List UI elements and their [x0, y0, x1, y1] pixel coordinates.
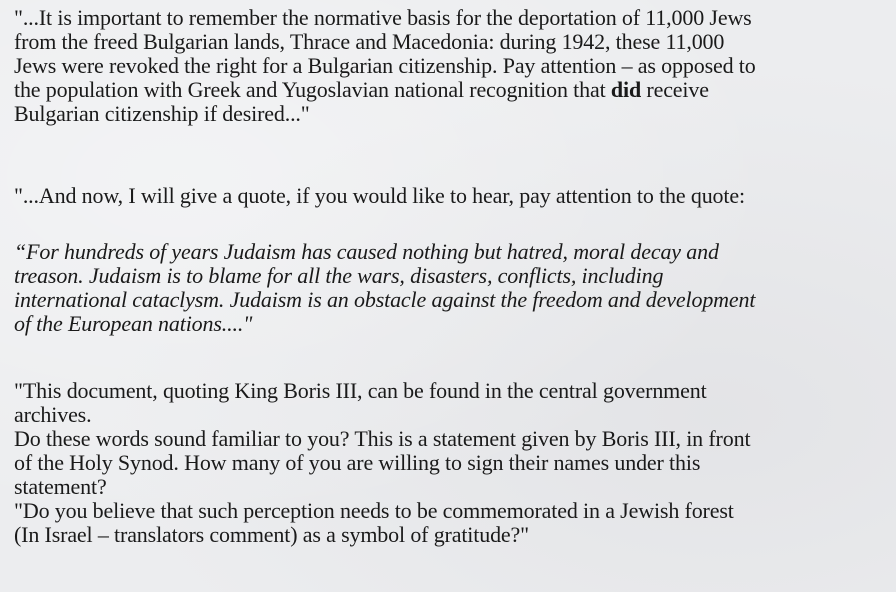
text-line: archives. [14, 402, 92, 427]
text-line: from the freed Bulgarian lands, Thrace and Macedonia: during 1942, these 11,000 [14, 29, 725, 54]
quote-line: treason. Judaism is to blame for all the wars, disasters, conflicts, including [14, 263, 664, 288]
quote-line: international cataclysm. Judaism is an obstacle against the freedom and development [14, 287, 756, 312]
text-line: "Do you believe that such perception needs to be commemorated in a Jewish forest [14, 498, 734, 523]
text-segment: the population with Greek and Yugoslavian national recognition that [14, 77, 611, 102]
text-segment: receive [641, 77, 709, 102]
paragraph-quote-intro [14, 184, 745, 208]
text-line: "...And now, I will give a quote, if you would like to hear, pay attention to the quote: [14, 183, 745, 208]
emphasis-bold: did [610, 77, 642, 102]
text-line: Do these words sound familiar to you? This is a statement given by Boris III, in front [14, 426, 751, 451]
italic-quote-block [14, 240, 755, 336]
paragraph-deportation-basis [14, 6, 756, 126]
text-line: "...It is important to remember the normative basis for the deportation of 11,000 Jews [14, 5, 752, 30]
text-line: of the Holy Synod. How many of you are willing to sign their names under this [14, 450, 701, 475]
quote-line: of the European nations...." [14, 311, 253, 336]
text-line-with-emphasis [14, 78, 756, 102]
paragraph-document-commentary [14, 379, 750, 547]
text-line: (In Israel – translators comment) as a symbol of gratitude?" [14, 522, 529, 547]
text-line: statement? [14, 474, 107, 499]
text-line: Bulgarian citizenship if desired..." [14, 101, 310, 126]
quote-line: “For hundreds of years Judaism has caused nothing but hatred, moral decay and [14, 239, 719, 264]
text-line: Jews were revoked the right for a Bulgarian citizenship. Pay attention – as opposed to [14, 53, 756, 78]
text-line: "This document, quoting King Boris III, can be found in the central government [14, 378, 707, 403]
